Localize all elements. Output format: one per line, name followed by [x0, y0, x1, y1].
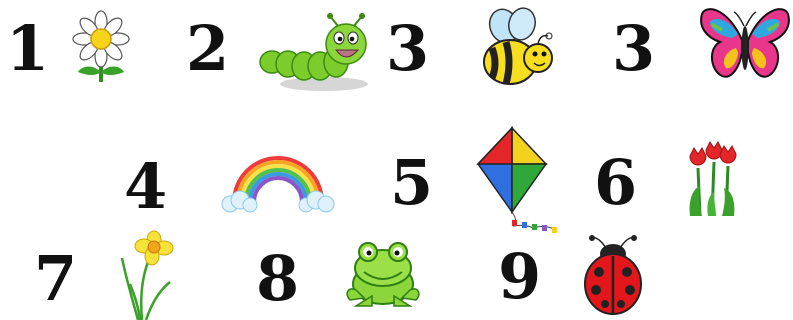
- butterfly-icon: [698, 4, 792, 90]
- daisy-icon: [70, 10, 132, 84]
- number-7: 7: [34, 242, 78, 315]
- rainbow-icon: [220, 152, 336, 214]
- number-4: 4: [124, 150, 168, 223]
- number-8: 8: [256, 242, 300, 315]
- daffodil-icon: [118, 228, 176, 320]
- caterpillar-icon: [258, 14, 382, 94]
- number-6: 6: [594, 146, 638, 219]
- number-3-bee: 3: [386, 12, 430, 85]
- number-1: 1: [6, 12, 50, 85]
- bee-icon: [478, 6, 558, 90]
- number-9: 9: [498, 240, 542, 313]
- number-3-butterfly: 3: [612, 12, 656, 85]
- kite-icon: [474, 126, 564, 238]
- ladybug-icon: [580, 232, 650, 316]
- frog-icon: [342, 240, 424, 310]
- number-2: 2: [186, 12, 230, 85]
- number-5: 5: [390, 146, 434, 219]
- tulips-icon: [684, 140, 740, 222]
